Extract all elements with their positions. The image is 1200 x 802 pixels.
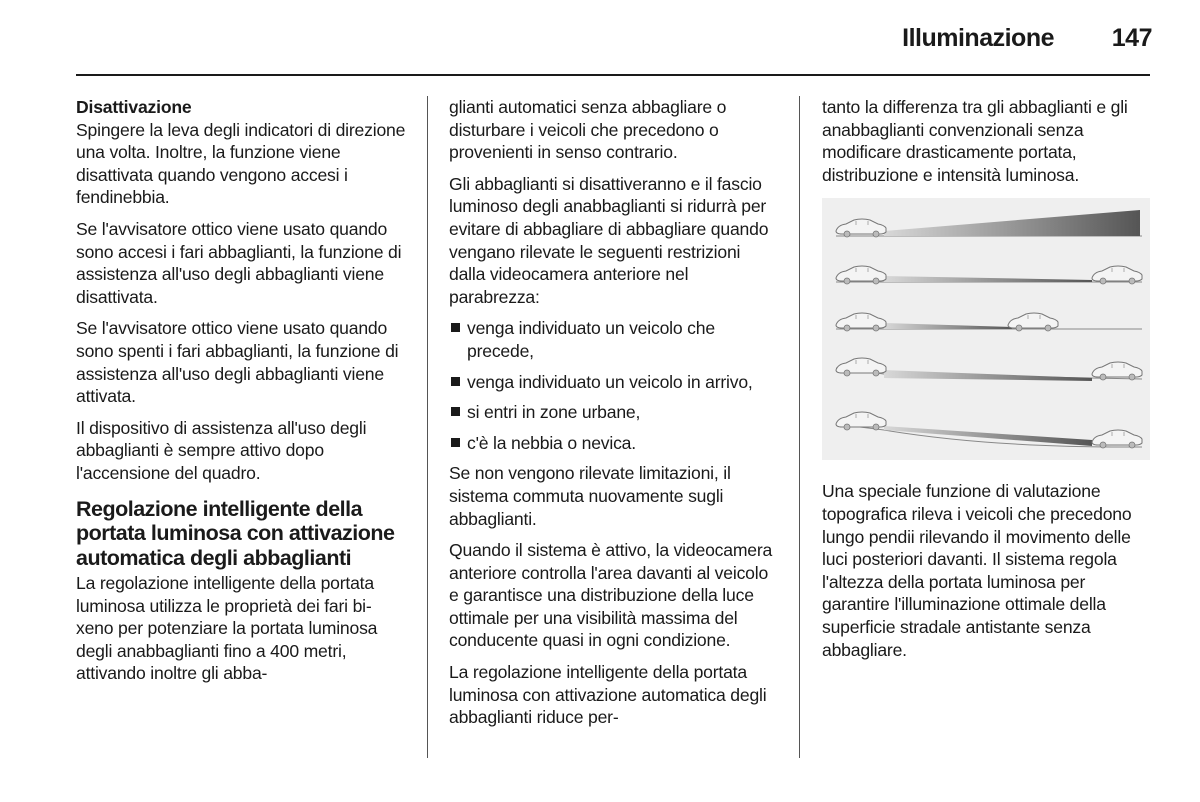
car-icon (836, 358, 886, 376)
list-item: venga individuato un veicolo che precede, (449, 317, 779, 362)
section-heading: Regolazione intelligente della portata luminosa con attivazione automatica degli abbaglianti (76, 496, 395, 570)
high-beam-shape (884, 210, 1140, 236)
car-icon (836, 313, 886, 331)
light-beam-diagram (822, 198, 1150, 460)
bullet-square-icon (451, 377, 460, 386)
restrictions-list (449, 317, 779, 454)
column-1 (76, 96, 406, 694)
column-divider-2 (799, 96, 800, 758)
list-item: c'è la nebbia o nevica. (449, 432, 779, 455)
car-icon (1008, 313, 1058, 331)
car-icon (1092, 362, 1142, 380)
car-icon (1092, 266, 1142, 284)
column-3 (822, 96, 1152, 670)
dipped-beam-shape (884, 370, 1092, 381)
bullet-square-icon (451, 438, 460, 447)
list-item: venga individuato un veicolo in arrivo, (449, 371, 779, 394)
car-icon (836, 412, 886, 430)
paragraph: La regolazione intelligente della portata luminosa con attivazione automatica degli abbaglianti riduce per- (449, 662, 767, 728)
paragraph: glianti automatici senza abbagliare o disturbare i veicoli che precedono o provenienti in senso contrario. (449, 97, 727, 163)
paragraph: Spingere la leva degli indicatori di direzione una volta. Inoltre, la funzione viene disattivata quando vengono accesi i fendinebbia. (76, 119, 406, 208)
bullet-square-icon (451, 323, 460, 332)
dipped-beam-shape (884, 276, 1092, 282)
header-rule (76, 74, 1150, 76)
paragraph: tanto la differenza tra gli abbaglianti e gli anabbaglianti convenzionali senza modificare drasticamente portata, distribuzione e intensità luminosa. (822, 97, 1128, 185)
car-icon (1092, 430, 1142, 448)
bullet-square-icon (451, 407, 460, 416)
paragraph: Quando il sistema è attivo, la videocamera anteriore controlla l'area davanti al veicolo e garantisce una distribuzione della luce ottimale per una visibilità massima del conducente quasi in ogni condizione. (449, 540, 773, 651)
column-2 (449, 96, 779, 738)
column-divider-1 (427, 96, 428, 758)
chapter-title: Illuminazione (902, 24, 1054, 52)
paragraph: Gli abbaglianti si disattiveranno e il fascio luminoso degli anabbaglianti si ridurrà per evitare di abbagliare di abbagliare quando vengano rilevate le seguenti restrizioni dalla videocamera anteriore nel parabrezza: (449, 173, 769, 307)
paragraph: Una speciale funzione di valutazione topografica rileva i veicoli che precedono lungo pendii rilevando il movimento delle luci posteriori davanti. Il sistema regola l'altezza della portata luminosa per garantire l'illuminazione ottimale della superficie stradale antistante senza abbagliare. (822, 481, 1132, 660)
list-item: si entri in zone urbane, (449, 401, 779, 424)
dipped-beam-shape (884, 426, 1092, 446)
paragraph: Se non vengono rilevate limitazioni, il sistema commuta nuovamente sugli abbaglianti. (449, 463, 731, 529)
paragraph: Se l'avvisatore ottico viene usato quando sono spenti i fari abbaglianti, la funzione di assistenza all'uso degli abbaglianti viene attivata. (76, 318, 399, 407)
car-icon (836, 266, 886, 284)
dipped-beam-shape (884, 323, 1012, 329)
car-icon (836, 219, 886, 237)
paragraph: Il dispositivo di assistenza all'uso degli abbaglianti è sempre attivo dopo l'accensione del quadro. (76, 417, 367, 483)
page-number: 147 (1111, 24, 1152, 52)
paragraph: Se l'avvisatore ottico viene usato quando sono accesi i fari abbaglianti, la funzione di assistenza all'uso degli abbaglianti viene disattivata. (76, 218, 402, 307)
subheading-disattivazione: Disattivazione (76, 97, 192, 117)
paragraph: La regolazione intelligente della portata luminosa utilizza le proprietà dei fari bi-xeno per potenziare la portata luminosa degli anabbaglianti fino a 400 metri, attivando inoltre gli abba- (76, 573, 378, 684)
